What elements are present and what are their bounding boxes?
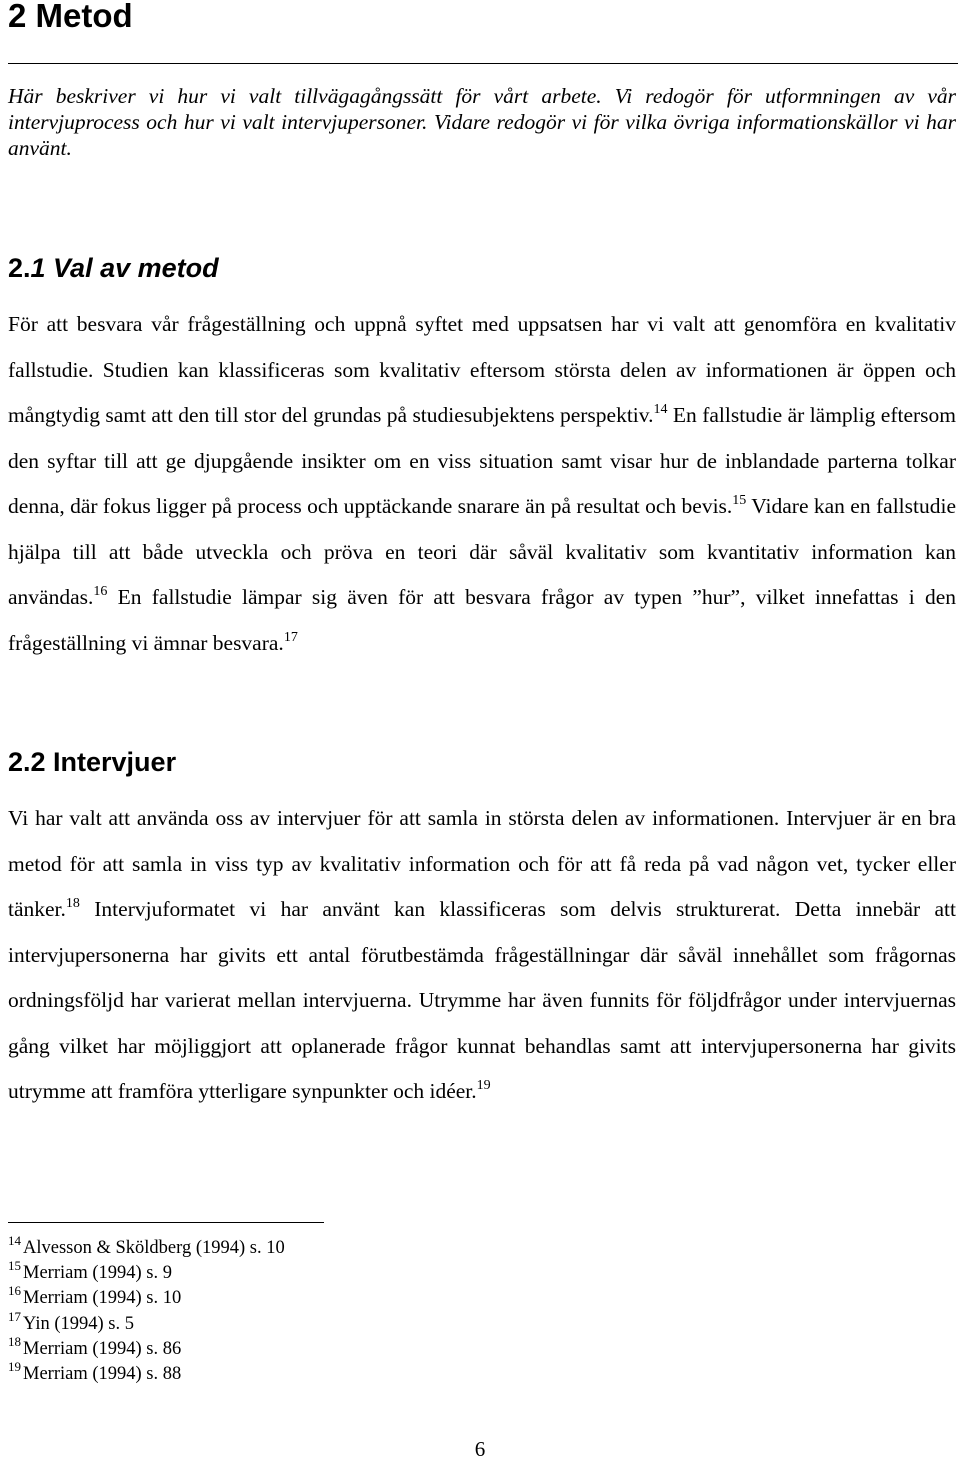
paragraph-text: Vi har valt att använda oss av intervjuer för att samla in största delen av informationen. Intervjuer är en bra metod för att samla in viss typ av kvalitativ information och för att få reda på vad någon vet, tycker eller tänker. — [8, 806, 956, 921]
footnote-text: Merriam (1994) s. 9 — [23, 1263, 172, 1284]
footnote-number: 14 — [8, 1233, 21, 1248]
section-number: 2. — [8, 253, 31, 283]
footnote-number: 17 — [8, 1308, 21, 1324]
footnote-ref[interactable]: 14 — [653, 402, 668, 417]
footnote-number: 18 — [8, 1333, 21, 1349]
chapter-title: 2 Metod — [8, 0, 133, 34]
footnote-text: Alvesson & Sköldberg (1994) s. 10 — [23, 1238, 285, 1258]
footnote-text: Merriam (1994) s. 86 — [23, 1338, 182, 1359]
footnote-item — [8, 1359, 285, 1387]
footnote-separator — [8, 1222, 324, 1223]
footnote-item — [8, 1233, 285, 1261]
paragraph-text: En fallstudie lämpar sig även för att besvara frågor av typen ”hur”, vilket innefattas i den frågeställning vi ämnar besvara. — [8, 585, 956, 655]
footnote-list — [8, 1233, 285, 1387]
paragraph-text: Intervjuformatet vi har använt kan klassificeras som delvis strukturerat. Detta innebär att intervjupersonerna har givits ett antal förutbestämda frågeställningar där såväl innehållet som frågornas ordningsföljd har varierat mellan intervjuerna. Utrymme har även funnits för följdfrågor under intervjuernas gång vilket har möjliggjort att oplanerade frågor kunnat behandlas samt att intervjupersonerna har givits utrymme att framföra ytterligare synpunkter och idéer. — [8, 897, 956, 1103]
footnote-item — [8, 1308, 285, 1337]
section-heading-val-av-metod — [8, 251, 219, 285]
footnote-item — [8, 1333, 285, 1362]
header-divider — [8, 63, 958, 64]
paragraph-text: För att besvara vår frågeställning och uppnå syftet med uppsatsen har vi valt att genomföra en kvalitativ fallstudie. Studien kan klassificeras som kvalitativ eftersom största delen av informationen är öppen och mångtydig samt att den till stor del grundas på studiesubjektens perspektiv. — [8, 312, 956, 427]
section-paragraph-intervjuer — [8, 796, 956, 1115]
footnote-text: Merriam (1994) s. 88 — [23, 1364, 182, 1385]
section-paragraph-val-av-metod — [8, 302, 956, 666]
footnote-number: 16 — [8, 1283, 21, 1299]
footnote-number: 19 — [8, 1359, 21, 1375]
footnote-ref[interactable]: 17 — [283, 629, 298, 645]
footnote-text: Yin (1994) s. 5 — [23, 1313, 134, 1334]
paragraph-text: En fallstudie är lämplig eftersom den syftar till att ge djupgående insikter om en viss situation samt visar hur de inblandade parterna tolkar denna, där fokus ligger på process och upptäckande snarare än på resultat och bevis. — [8, 403, 956, 518]
footnote-ref[interactable]: 18 — [65, 896, 80, 911]
footnote-ref[interactable]: 19 — [476, 1078, 491, 1093]
page-number: 6 — [474, 1437, 486, 1461]
footnote-item — [8, 1283, 285, 1311]
footnote-item — [8, 1258, 285, 1286]
paragraph-text: Vidare kan en fallstudie hjälpa till att både utveckla och pröva en teori där såväl kvalitativ som kvantitativ information kan användas. — [8, 494, 956, 609]
section-heading-intervjuer: 2.2 Intervjuer — [8, 747, 177, 777]
footnote-ref[interactable]: 15 — [732, 493, 747, 508]
footnote-text: Merriam (1994) s. 10 — [23, 1288, 182, 1309]
footnote-ref[interactable]: 16 — [93, 584, 108, 599]
section-title-text: 1 Val av metod — [30, 253, 219, 283]
footnote-number: 15 — [8, 1258, 21, 1274]
chapter-intro: Här beskriver vi hur vi valt tillvägagångssätt för vårt arbete. Vi redogör för utformningen av vår intervjuprocess och hur vi valt intervjupersoner. Vidare redogör vi för vilka övriga informationskällor vi har använt. — [8, 84, 956, 160]
